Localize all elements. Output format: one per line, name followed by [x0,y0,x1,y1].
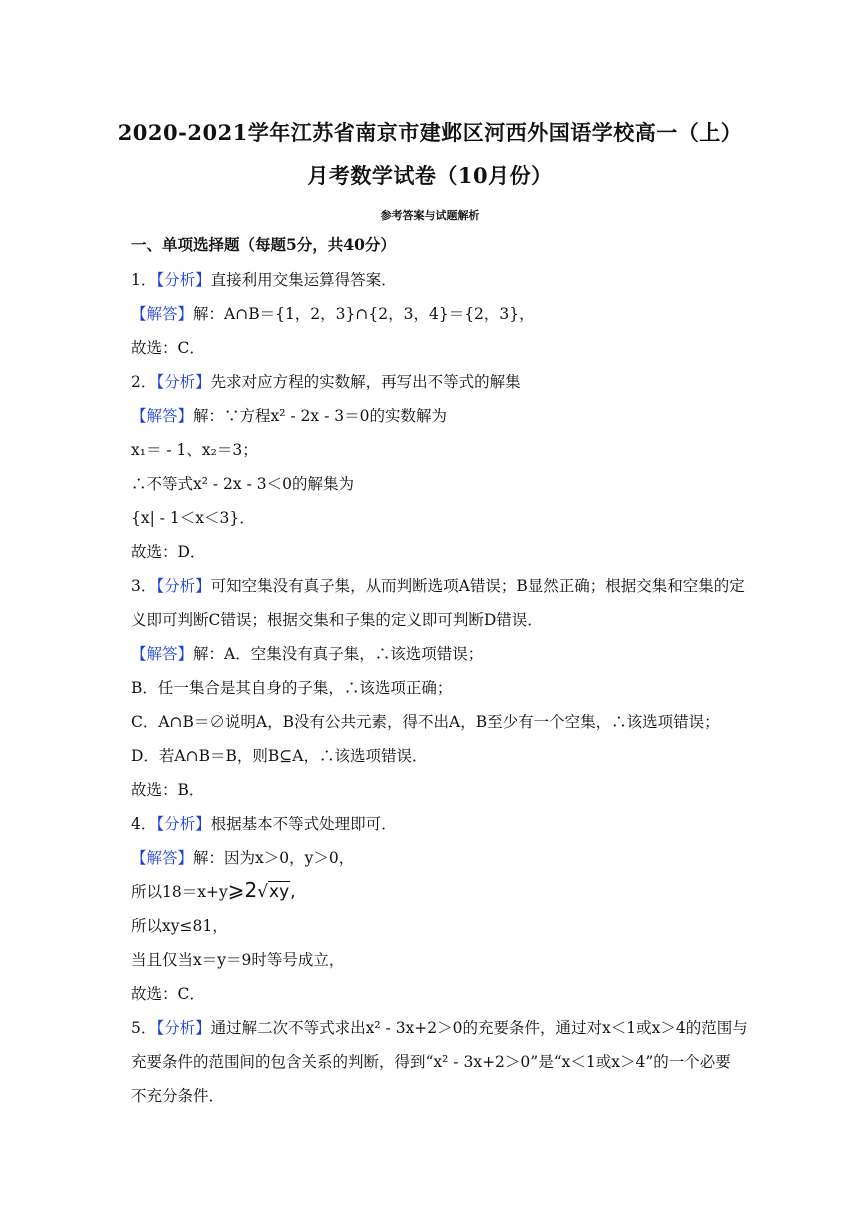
q5-analysis-line [131,1018,751,1038]
q2-number: 2． [131,373,157,391]
q3-option-d: D．若A∩B＝B，则B⊆A，∴该选项错误． [131,747,428,765]
q1-analysis-text: 直接利用交集运算得答案． [210,271,397,289]
q3-answer-text: 解：A．空集没有真子集，∴该选项错误； [193,645,484,663]
q3-option-c: C．A∩B＝∅说明A，B没有公共元素，得不出A，B至少有一个空集，∴该选项错误； [131,713,720,731]
q4-choice: 故选：C． [131,985,205,1003]
analysis-tag: 【分析】 [156,1019,211,1037]
q3-analysis-line-2: 义即可判断C错误；根据交集和子集的定义即可判断D错误． [131,611,543,629]
q4-answer-line [131,848,751,868]
q1-number: 1． [131,271,157,289]
document-title-line-1: 2020-2021学年江苏省南京市建邺区河西外国语学校高一（上） [117,120,743,145]
q4-solution-line-2 [131,880,751,902]
analysis-tag: 【分析】 [156,577,211,595]
q4-answer-text: 解：因为x＞0，y＞0， [193,849,355,867]
q4-solution-line-4: 当且仅当x＝y＝9时等号成立， [131,951,345,969]
q4-solution-line-3: 所以xy≤81， [131,917,228,935]
q4-line2-prefix: 所以18＝x+y [131,883,228,901]
q2-solution-line-2: x₁＝ - 1、x₂＝3； [131,441,258,459]
q5-analysis-line-2: 充要条件的范围间的包含关系的判断，得到“x² - 3x+2＞0”是“x＜1或x＞4”的一个必要 [131,1053,731,1071]
q2-analysis-line [131,372,751,392]
q3-analysis-line [131,576,751,596]
ge-two: ⩾2 [227,878,258,902]
q2-analysis-text: 先求对应方程的实数解，再写出不等式的解集 [210,373,521,391]
section-heading: 一、单项选择题（每题5分，共40分） [131,235,396,254]
answer-tag: 【解答】 [131,407,194,425]
q2-choice: 故选：D． [131,543,206,561]
formula-comma: , [290,882,296,902]
answer-tag: 【解答】 [131,645,194,663]
q5-number: 5． [131,1019,157,1037]
q4-analysis-line [131,814,751,834]
q1-analysis-line [131,270,751,290]
q2-answer-text: 解：∵方程x² - 2x - 3＝0的实数解为 [193,407,447,425]
q5-analysis-text: 通过解二次不等式求出x² - 3x+2＞0的充要条件，通过对x＜1或x＞4的范围与 [210,1019,748,1037]
q1-choice: 故选：C． [131,339,205,357]
sqrt-radicand: xy [269,882,290,902]
q2-answer-line [131,406,751,426]
q2-solution-line-3: ∴不等式x² - 2x - 3＜0的解集为 [131,475,354,493]
q5-analysis-line-3: 不充分条件． [131,1087,225,1105]
q3-number: 3． [131,577,157,595]
analysis-tag: 【分析】 [156,815,211,833]
answer-tag: 【解答】 [131,849,194,867]
q3-option-b: B．任一集合是其自身的子集，∴该选项正确； [131,679,453,697]
analysis-tag: 【分析】 [156,373,211,391]
inequality-formula [228,880,296,902]
document-title-line-2: 月考数学试卷（10月份） [307,163,553,188]
q2-solution-line-4: {x| - 1＜x＜3}． [131,509,255,527]
document-subtitle: 参考答案与试题解析 [380,209,480,222]
answer-tag: 【解答】 [131,305,194,323]
q1-answer-line [131,304,751,324]
analysis-tag: 【分析】 [156,271,211,289]
sqrt-symbol: √ [257,882,269,902]
q4-analysis-text: 根据基本不等式处理即可． [210,815,397,833]
q3-choice: 故选：B． [131,781,205,799]
q3-answer-line [131,644,751,664]
q3-analysis-text: 可知空集没有真子集，从而判断选项A错误；B显然正确；根据交集和空集的定 [210,577,745,595]
q4-number: 4． [131,815,157,833]
q1-answer-text: 解：A∩B＝{1，2，3}∩{2，3，4}＝{2，3}， [193,305,535,323]
